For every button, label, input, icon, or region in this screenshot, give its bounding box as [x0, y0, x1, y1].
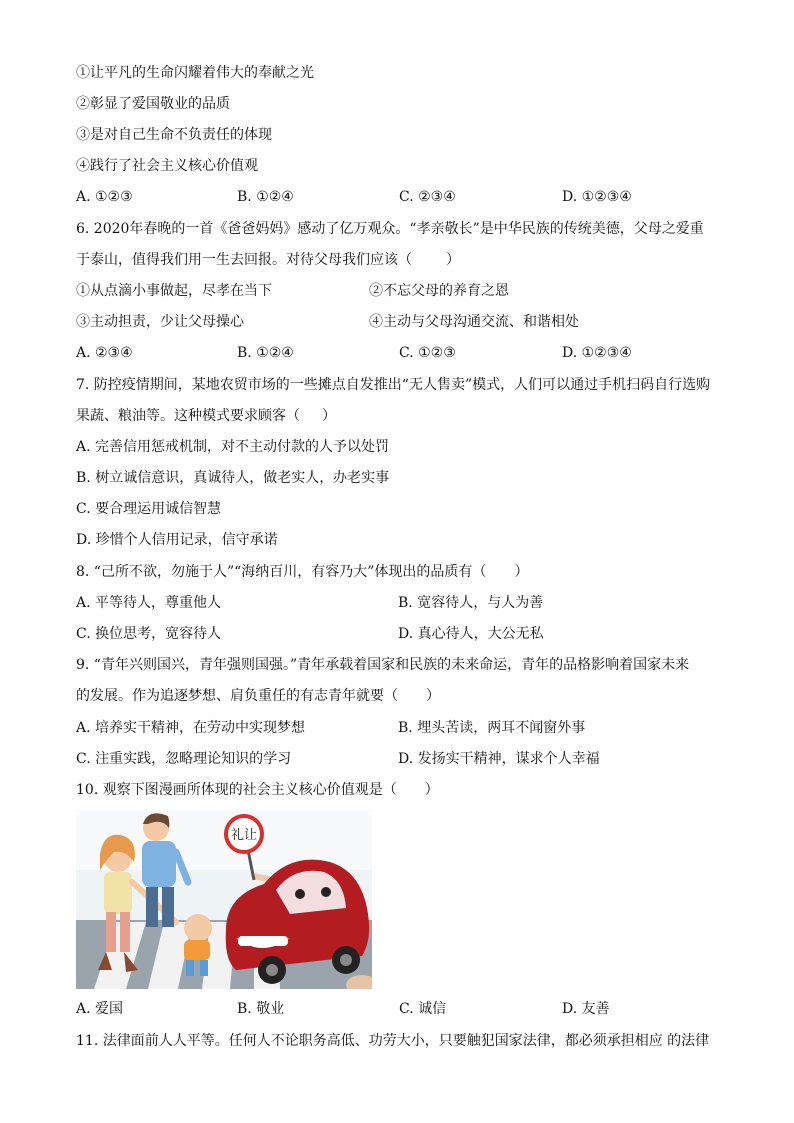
q10-option-b: B. 敬业 — [237, 1001, 285, 1017]
q5-option-c: C. ②③④ — [399, 189, 456, 205]
q6-statement-1: ①从点滴小事做起，尽孝在当下 — [76, 283, 272, 299]
q7-stem-text: 果蔬、粮油等。这种模式要求顾客（ — [76, 408, 300, 424]
q5-statement-2: ②彰显了爱国敬业的品质 — [76, 96, 230, 112]
q5-statement-1: ①让平凡的生命闪耀着伟大的奉献之光 — [76, 65, 314, 81]
q8-stem-line-1 — [76, 563, 528, 581]
q6-answer-paren-close: ） — [446, 252, 460, 268]
q6-option-d: D. ①②③④ — [562, 345, 632, 361]
q5-statement-3: ③是对自己生命不负责任的体现 — [76, 127, 272, 143]
q10-answer-paren-close: ） — [424, 782, 439, 798]
cartoon-illustration — [76, 810, 372, 989]
q6-option-a: A. ②③④ — [76, 345, 133, 361]
q9-stem-line-1: 9. “青年兴则国兴，青年强则国强。”青年承载着国家和民族的未来命运，青年的品格影响着国家未来 — [76, 657, 690, 673]
q5-option-d: D. ①②③④ — [562, 189, 632, 205]
q6-stem-text: 于泰山，值得我们用一生去回报。对待父母我们应该（ — [76, 252, 412, 268]
q9-option-a: A. 培养实干精神，在劳动中实现梦想 — [76, 720, 306, 736]
q8-answer-paren-close: ） — [514, 564, 529, 580]
sign-text: 礼让 — [230, 828, 258, 843]
q7-answer-paren-close: ） — [322, 408, 336, 424]
q9-option-b: B. 埋头苦读，两耳不闻窗外事 — [398, 720, 586, 736]
q6-statement-3: ③主动担责，少让父母操心 — [76, 314, 244, 330]
q8-option-d: D. 真心待人，大公无私 — [398, 626, 544, 642]
q6-statement-2: ②不忘父母的养育之恩 — [369, 283, 509, 299]
q10-option-c: C. 诚信 — [399, 1001, 447, 1017]
q9-stem-text: 的发展。作为追逐梦想、肩负重任的有志青年就要（ — [76, 688, 398, 704]
q9-answer-paren-close: ） — [426, 688, 440, 704]
q11-stem-line-1: 11. 法律面前人人平等。任何人不论职务高低、功劳大小，只要触犯国家法律，都必须承担相应 的法律 — [76, 1033, 710, 1049]
q5-option-a: A. ①②③ — [76, 189, 133, 205]
q6-statement-4: ④主动与父母沟通交流、和谐相处 — [369, 314, 579, 330]
q6-option-c: C. ①②③ — [399, 345, 456, 361]
q8-stem-text: 8. “己所不欲，勿施于人”“海纳百川，有容乃大”体现出的品质有（ — [76, 564, 487, 580]
q10-option-a: A. 爱国 — [76, 1001, 124, 1017]
q10-option-d: D. 友善 — [562, 1001, 610, 1017]
q8-option-c: C. 换位思考，宽容待人 — [76, 626, 222, 642]
q8-option-a: A. 平等待人，尊重他人 — [76, 595, 222, 611]
q7-stem-line-2 — [76, 407, 336, 425]
q5-option-b: B. ①②④ — [237, 189, 294, 205]
q6-stem-line-2 — [76, 251, 460, 269]
q9-stem-line-2 — [76, 687, 440, 705]
q8-option-b: B. 宽容待人，与人为善 — [398, 595, 544, 611]
q6-option-b: B. ①②④ — [237, 345, 294, 361]
q7-option-a: A. 完善信用惩戒机制，对不主动付款的人予以处罚 — [76, 439, 390, 455]
q7-stem-line-1: 7. 防控疫情期间，某地农贸市场的一些摊点自发推出“无人售卖”模式，人们可以通过手机扫码自行选购 — [76, 377, 711, 393]
q7-option-b: B. 树立诚信意识，真诚待人，做老实人，办老实事 — [76, 470, 390, 486]
cartoon-zebra-crossing-image — [76, 810, 372, 989]
q10-stem-line-1 — [76, 781, 439, 799]
q7-option-d: D. 珍惜个人信用记录，信守承诺 — [76, 532, 278, 548]
q6-stem-line-1: 6. 2020年春晚的一首《爸爸妈妈》感动了亿万观众。“孝亲敬长”是中华民族的传统美德，父母之爱重 — [76, 221, 704, 237]
q9-option-d: D. 发扬实干精神，谋求个人幸福 — [398, 751, 600, 767]
q5-statement-4: ④践行了社会主义核心价值观 — [76, 158, 258, 174]
q10-stem-text: 10. 观察下图漫画所体现的社会主义核心价值观是（ — [76, 782, 397, 798]
q9-option-c: C. 注重实践，忽略理论知识的学习 — [76, 751, 292, 767]
q7-option-c: C. 要合理运用诚信智慧 — [76, 501, 222, 517]
